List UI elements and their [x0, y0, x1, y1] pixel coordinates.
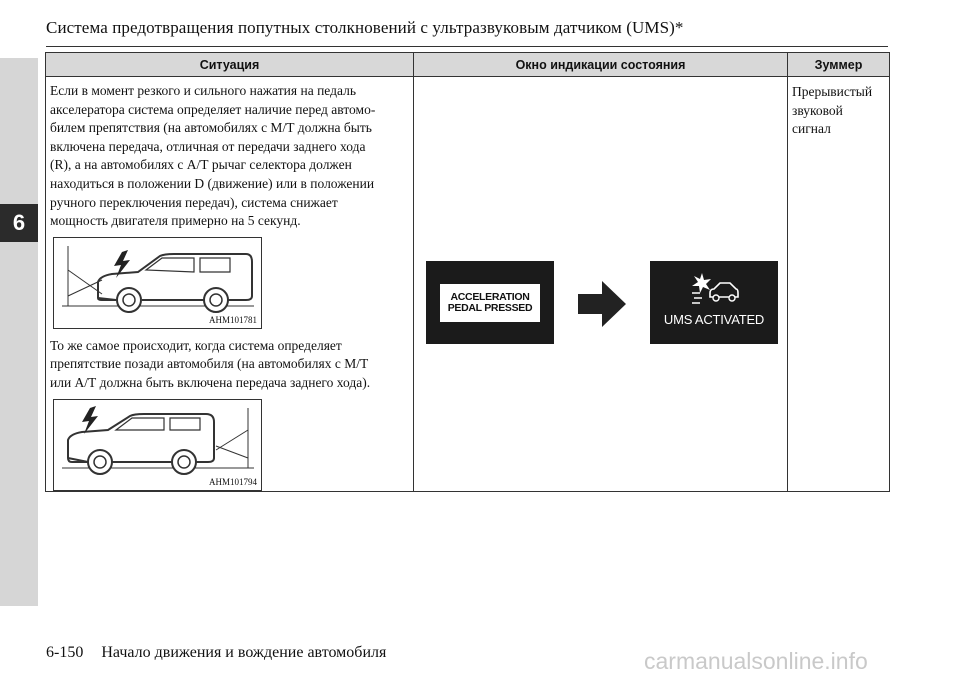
- page-footer: [46, 644, 386, 662]
- rear-obstacle-figure: [53, 399, 262, 491]
- chapter-tab: 6: [0, 204, 38, 242]
- display-panel-before: [426, 261, 554, 344]
- table-row: [46, 77, 890, 492]
- situation-table: [45, 52, 890, 492]
- side-strip: [0, 58, 38, 606]
- collision-warning-icon: [82, 406, 98, 434]
- page-number: 6-150: [46, 644, 84, 661]
- message-line-2: PEDAL PRESSED: [447, 302, 533, 314]
- acceleration-pedal-pressed-message: [440, 284, 540, 322]
- situation-text-forward: Если в момент резкого и сильного нажатия на педаль акселератора система определяет наличие перед автомо- билем препятствия (на автомобилях с М/Т должна быть включена передача, отличная от передачи заднего хода (R), а на автомобилях с А/Т рычаг селектора должен находиться в положении D (движение) или в положении ручного переключения передач), система снижает мощность двигателя примерно на 5 секунд.: [50, 83, 376, 229]
- situation-text-reverse: То же самое происходит, когда система определяет препятствие позади автомобиля (на автомобилях с М/Т или А/Т должна быть включена передача заднего хода).: [50, 337, 371, 390]
- table-header-row: [46, 53, 890, 77]
- figure-code: AHM101781: [208, 314, 257, 325]
- buzzer-text: Прерывистый звуковой сигнал: [792, 84, 873, 137]
- display-panel-after: [650, 261, 778, 344]
- message-line-1: ACCELERATION: [450, 291, 530, 303]
- column-header-indicator: Окно индикации состояния: [414, 53, 788, 77]
- section-title: Начало движения и вождение автомобиля: [101, 644, 387, 661]
- ums-car-icon: [688, 271, 740, 305]
- situation-cell: [46, 77, 414, 492]
- front-obstacle-figure: [53, 237, 262, 329]
- ums-activated-message: UMS ACTIVATED: [663, 312, 765, 327]
- buzzer-cell: [788, 77, 890, 492]
- watermark: carmanualsonline.info: [644, 648, 868, 674]
- indicator-cell: [414, 77, 788, 492]
- header-rule: [46, 46, 888, 47]
- arrow-right-icon: [578, 281, 626, 327]
- figure-code: AHM101794: [208, 476, 257, 487]
- column-header-buzzer: Зуммер: [788, 53, 890, 77]
- column-header-situation: Ситуация: [46, 53, 414, 77]
- page-header-title: Система предотвращения попутных столкновений с ультразвуковым датчиком (UMS)*: [46, 18, 684, 37]
